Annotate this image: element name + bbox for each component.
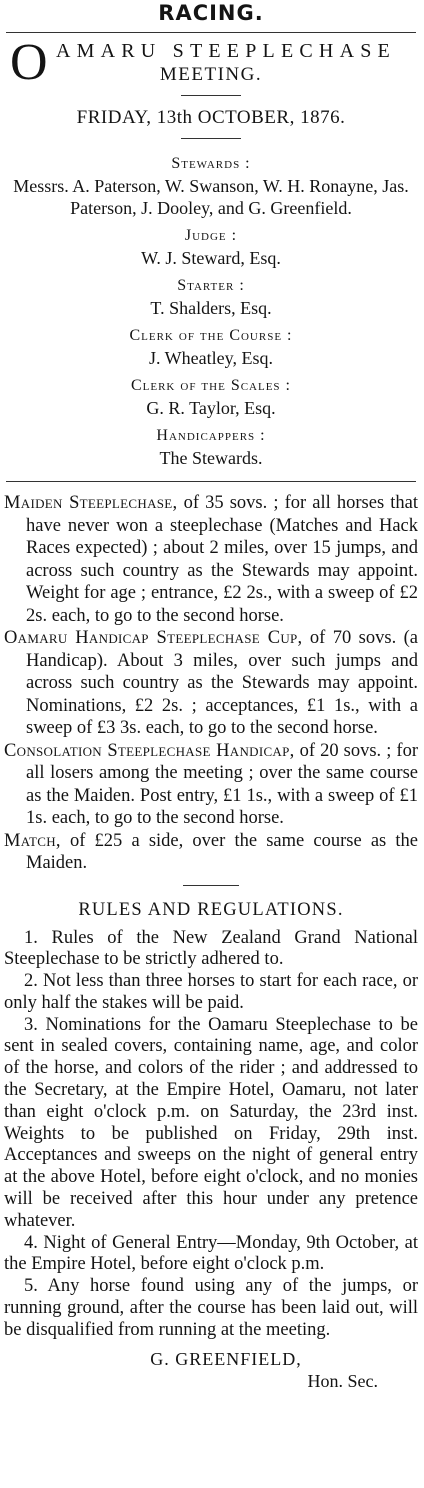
official-names: The Stewards. — [159, 448, 263, 468]
official-role: Clerk of the Scales : — [130, 377, 291, 394]
official-names: G. R. Taylor, Esq. — [146, 398, 276, 418]
title-dropcap: O — [10, 34, 48, 91]
officials-starter — [4, 275, 418, 319]
signature-name: G. GREENFIELD, — [150, 1348, 302, 1369]
official-role: Handicappers : — [156, 427, 266, 444]
race-entry — [4, 627, 418, 740]
official-role: Stewards : — [171, 155, 251, 172]
official-names: Messrs. A. Paterson, W. Swanson, W. H. Ronayne, Jas. Paterson, J. Dooley, and G. Greenfield. — [13, 176, 409, 218]
race-name: Consolation Steeplechase Handicap, — [4, 740, 295, 761]
title-line-2: MEETING. — [159, 64, 263, 85]
date-rule — [181, 138, 241, 139]
title-line-1: AMARU STEEPLECHASE — [56, 40, 396, 62]
race-details: of £25 a side, over the same course as the Maiden. — [26, 830, 418, 873]
rule-item: 5. Any horse found using any of the jumps, or running ground, after the course has been laid out, will be disqualified from running at the meeting. — [4, 1276, 418, 1340]
race-entry — [4, 740, 418, 830]
officials-clerk-scales — [4, 375, 418, 419]
section-rule — [6, 481, 416, 482]
title-rule — [181, 95, 241, 96]
rule-item: 2. Not less than three horses to start for each race, or only half the stakes will be paid. — [4, 971, 418, 1013]
signature-title: Hon. Sec. — [307, 1370, 378, 1391]
race-entry — [4, 830, 418, 875]
rules-rule — [183, 885, 239, 886]
rule-item: 3. Nominations for the Oamaru Steeplechase to be sent in sealed covers, containing name, age, and color of the horse, and colors of the rider ; and addressed to the Secretary, at the Empire Hotel, Oamaru, not later than eight o'clock p.m. on Saturday, the 23rd inst. Weights to be published on Friday, 29th inst. Acceptances and sweeps on the night of general entry at the above Hotel, before eight o'clock, and no monies will be received after this hour under any pretence whatever. — [4, 1014, 418, 1231]
race-name: Match, — [4, 830, 61, 851]
officials-judge — [4, 225, 418, 269]
race-details: of 20 sovs. ; for all losers among the meeting ; over the same course as the Maiden. Post entry, £1 1s., with a sweep of £1 1s. each, to go to the second horse. — [26, 740, 418, 828]
official-names: J. Wheatley, Esq. — [149, 348, 273, 368]
rules-heading: RULES AND REGULATIONS. — [78, 899, 344, 920]
heading-rule — [6, 32, 416, 33]
race-name: Oamaru Handicap Steeplechase Cup, — [4, 628, 303, 648]
race-entry — [4, 492, 418, 627]
official-role: Starter : — [177, 277, 245, 294]
race-name: Maiden Steeplechase, — [4, 493, 178, 513]
officials-stewards — [4, 153, 418, 219]
race-details: of 35 sovs. ; for all horses that have never won a steeplechase (Matches and Hack Races expected) ; about 2 miles, over 15 jumps, and across such country as the Stewards may appoint. Weight for age ; entrance, £2 2s., with a sweep of £2 2s. each, to go to the second horse. — [26, 493, 418, 626]
official-names: T. Shalders, Esq. — [150, 298, 272, 318]
race-details: of 70 sovs. (a Handicap). About 3 miles, over such jumps and across such country as the Stewards may appoint. Nominations, £2 2s. ; acceptances, £1 1s., with a sweep of £3 3s. each, to go to the second horse. — [26, 628, 418, 738]
rule-item: 4. Night of General Entry—Monday, 9th October, at the Empire Hotel, before eight o'clock p.m. — [4, 1232, 418, 1275]
rule-item: 1. Rules of the New Zealand Grand National Steeplechase to be strictly adhered to. — [4, 927, 418, 970]
official-role: Judge : — [184, 227, 238, 244]
meeting-title — [4, 35, 418, 95]
section-heading: RACING. — [158, 1, 264, 25]
meeting-date: FRIDAY, 13th OCTOBER, 1876. — [76, 107, 346, 128]
officials-handicappers — [4, 425, 418, 469]
official-names: W. J. Steward, Esq. — [141, 248, 281, 268]
officials-clerk-course — [4, 325, 418, 369]
official-role: Clerk of the Course : — [129, 327, 293, 344]
